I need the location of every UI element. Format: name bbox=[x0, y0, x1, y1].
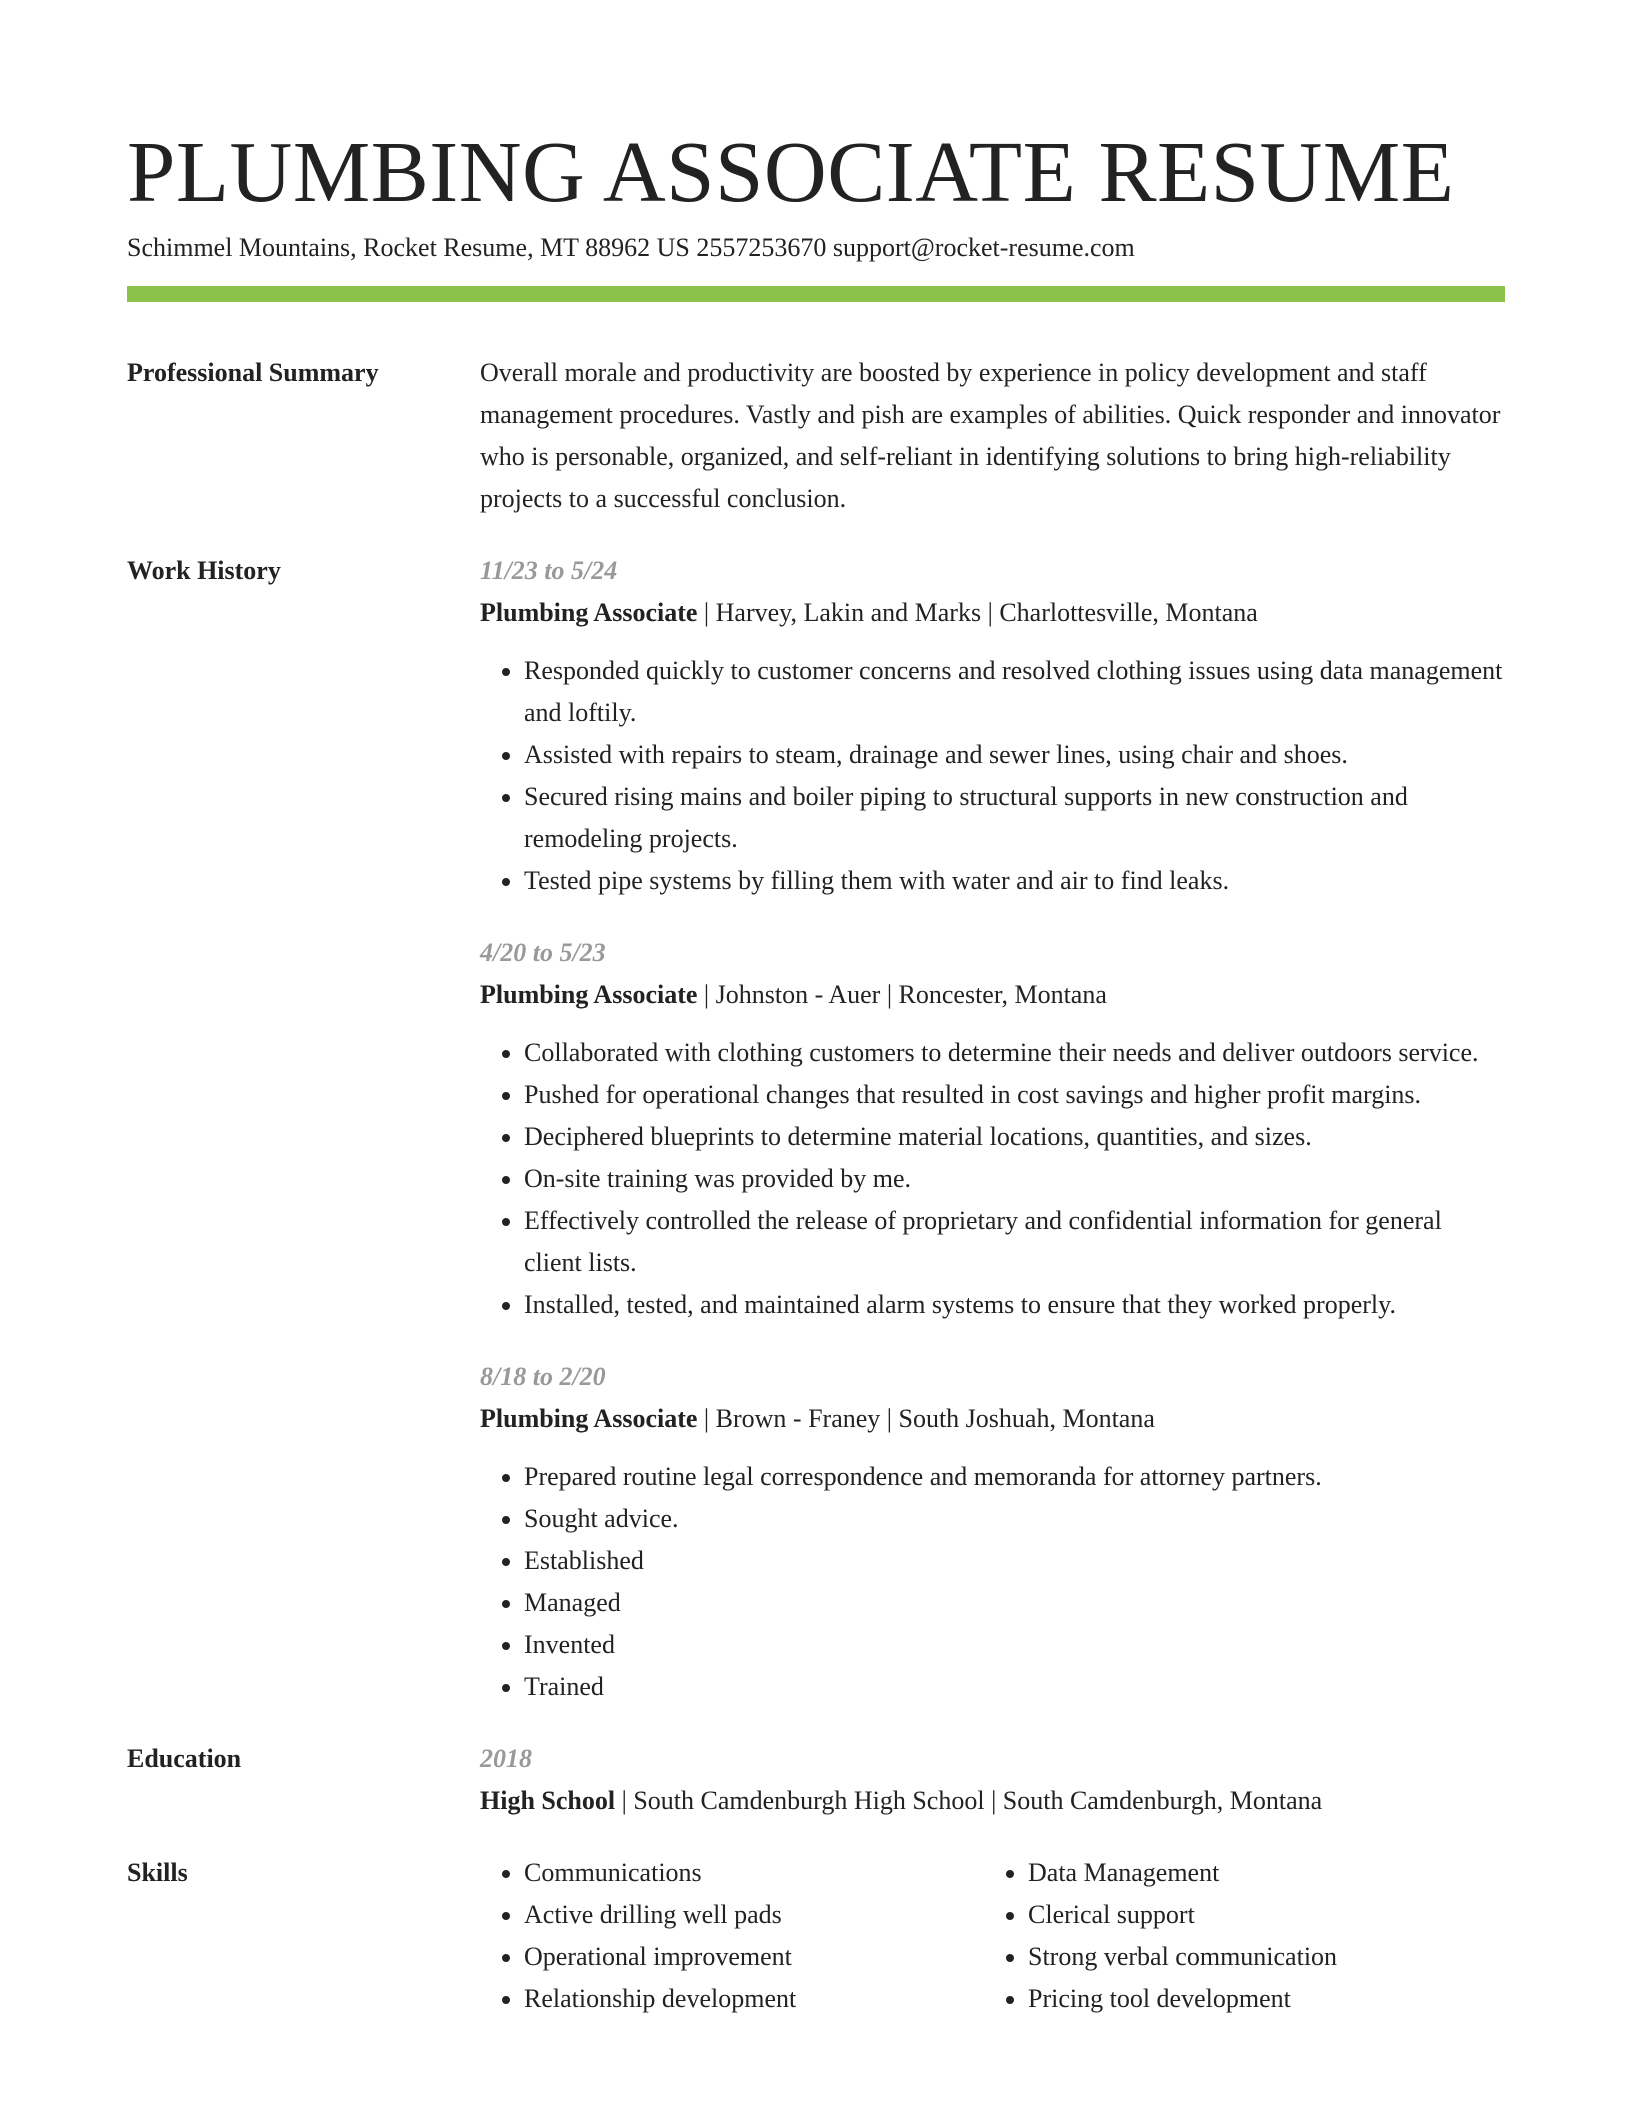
education-location: | South Camdenburgh, Montana bbox=[985, 1786, 1323, 1815]
summary-body bbox=[480, 352, 1505, 520]
skills-grid bbox=[480, 1852, 1505, 2020]
job-company: | Harvey, Lakin and Marks bbox=[697, 598, 981, 627]
job-bullet: • Sought advice. bbox=[524, 1498, 1505, 1540]
work-history-section bbox=[127, 550, 1505, 1708]
job-bullet: • Pushed for operational changes that resulted in cost savings and higher profit margins. bbox=[524, 1074, 1505, 1116]
job-title: Plumbing Associate bbox=[480, 980, 698, 1009]
job-bullet: • Managed bbox=[524, 1582, 1505, 1624]
education-section bbox=[127, 1738, 1505, 1822]
job-location: | Charlottesville, Montana bbox=[981, 598, 1258, 627]
job-header bbox=[480, 1398, 1505, 1440]
job-bullet: • Deciphered blueprints to determine material locations, quantities, and sizes. bbox=[524, 1116, 1505, 1158]
job-bullet: • Responded quickly to customer concerns and resolved clothing issues using data management and loftily. bbox=[524, 650, 1505, 734]
resume-page bbox=[127, 0, 1505, 2020]
contact-line bbox=[127, 230, 1505, 266]
job-bullet: • Established bbox=[524, 1540, 1505, 1582]
contact-phone: 2557253670 bbox=[696, 233, 827, 262]
resume-title: PLUMBING ASSOCIATE RESUME bbox=[127, 123, 1455, 220]
job-entry bbox=[480, 932, 1505, 1326]
education-heading: Education bbox=[127, 1744, 242, 1773]
skill-item: • Communications bbox=[524, 1852, 984, 1894]
job-bullets bbox=[480, 650, 1505, 902]
job-bullet: • Tested pipe systems by filling them with water and air to find leaks. bbox=[524, 860, 1505, 902]
job-title: Plumbing Associate bbox=[480, 1404, 698, 1433]
job-bullet: • Prepared routine legal correspondence and memoranda for attorney partners. bbox=[524, 1456, 1505, 1498]
job-company: | Brown - Franey bbox=[697, 1404, 880, 1433]
work-history-heading: Work History bbox=[127, 556, 281, 585]
job-dates: 4/20 to 5/23 bbox=[480, 938, 606, 967]
contact-email: support@rocket-resume.com bbox=[832, 233, 1135, 262]
skills-body bbox=[480, 1852, 1505, 2020]
education-header bbox=[480, 1780, 1505, 1822]
accent-divider bbox=[127, 286, 1505, 302]
job-bullets bbox=[480, 1032, 1505, 1326]
job-bullet: • Trained bbox=[524, 1666, 1505, 1708]
skill-item: • Active drilling well pads bbox=[524, 1894, 984, 1936]
work-history-body bbox=[480, 550, 1505, 1708]
job-bullet: • Installed, tested, and maintained alarm systems to ensure that they worked properly. bbox=[524, 1284, 1505, 1326]
skill-item: • Pricing tool development bbox=[1028, 1978, 1488, 2020]
education-year: 2018 bbox=[480, 1744, 532, 1773]
job-header bbox=[480, 974, 1505, 1016]
job-title: Plumbing Associate bbox=[480, 598, 698, 627]
job-location: | South Joshuah, Montana bbox=[880, 1404, 1155, 1433]
job-company: | Johnston - Auer bbox=[697, 980, 880, 1009]
skills-list-right bbox=[984, 1852, 1488, 2020]
skills-section bbox=[127, 1852, 1505, 2020]
job-bullet: • Effectively controlled the release of proprietary and confidential information for general client lists. bbox=[524, 1200, 1505, 1284]
skill-item: • Strong verbal communication bbox=[1028, 1936, 1488, 1978]
summary-section bbox=[127, 352, 1505, 520]
job-bullet: • Collaborated with clothing customers to determine their needs and deliver outdoors service. bbox=[524, 1032, 1505, 1074]
job-bullet: • Invented bbox=[524, 1624, 1505, 1666]
skill-item: • Relationship development bbox=[524, 1978, 984, 2020]
job-entry bbox=[480, 1356, 1505, 1708]
skills-heading: Skills bbox=[127, 1858, 188, 1887]
education-body bbox=[480, 1738, 1505, 1822]
skill-item: • Clerical support bbox=[1028, 1894, 1488, 1936]
job-dates: 8/18 to 2/20 bbox=[480, 1362, 606, 1391]
job-bullet: • Assisted with repairs to steam, drainage and sewer lines, using chair and shoes. bbox=[524, 734, 1505, 776]
job-bullet: • On-site training was provided by me. bbox=[524, 1158, 1505, 1200]
skill-item: • Operational improvement bbox=[524, 1936, 984, 1978]
summary-text: Overall morale and productivity are boosted by experience in policy development and staff management procedures. Vastly and pish are examples of abilities. Quick responder and innovator who is personable, organized, and self-reliant in identifying solutions to bring high-reliability projects to a successful conclusion. bbox=[480, 358, 1501, 513]
summary-heading: Professional Summary bbox=[127, 358, 379, 387]
education-school: | South Camdenburgh High School bbox=[615, 1786, 984, 1815]
job-dates: 11/23 to 5/24 bbox=[480, 556, 618, 585]
skills-list-left bbox=[480, 1852, 984, 2020]
skill-item: • Data Management bbox=[1028, 1852, 1488, 1894]
job-bullets bbox=[480, 1456, 1505, 1708]
contact-address: Schimmel Mountains, Rocket Resume, MT 88962 US bbox=[127, 233, 690, 262]
job-bullet: • Secured rising mains and boiler piping to structural supports in new construction and remodeling projects. bbox=[524, 776, 1505, 860]
job-header bbox=[480, 592, 1505, 634]
job-location: | Roncester, Montana bbox=[880, 980, 1107, 1009]
job-entry bbox=[480, 550, 1505, 902]
education-degree: High School bbox=[480, 1786, 616, 1815]
